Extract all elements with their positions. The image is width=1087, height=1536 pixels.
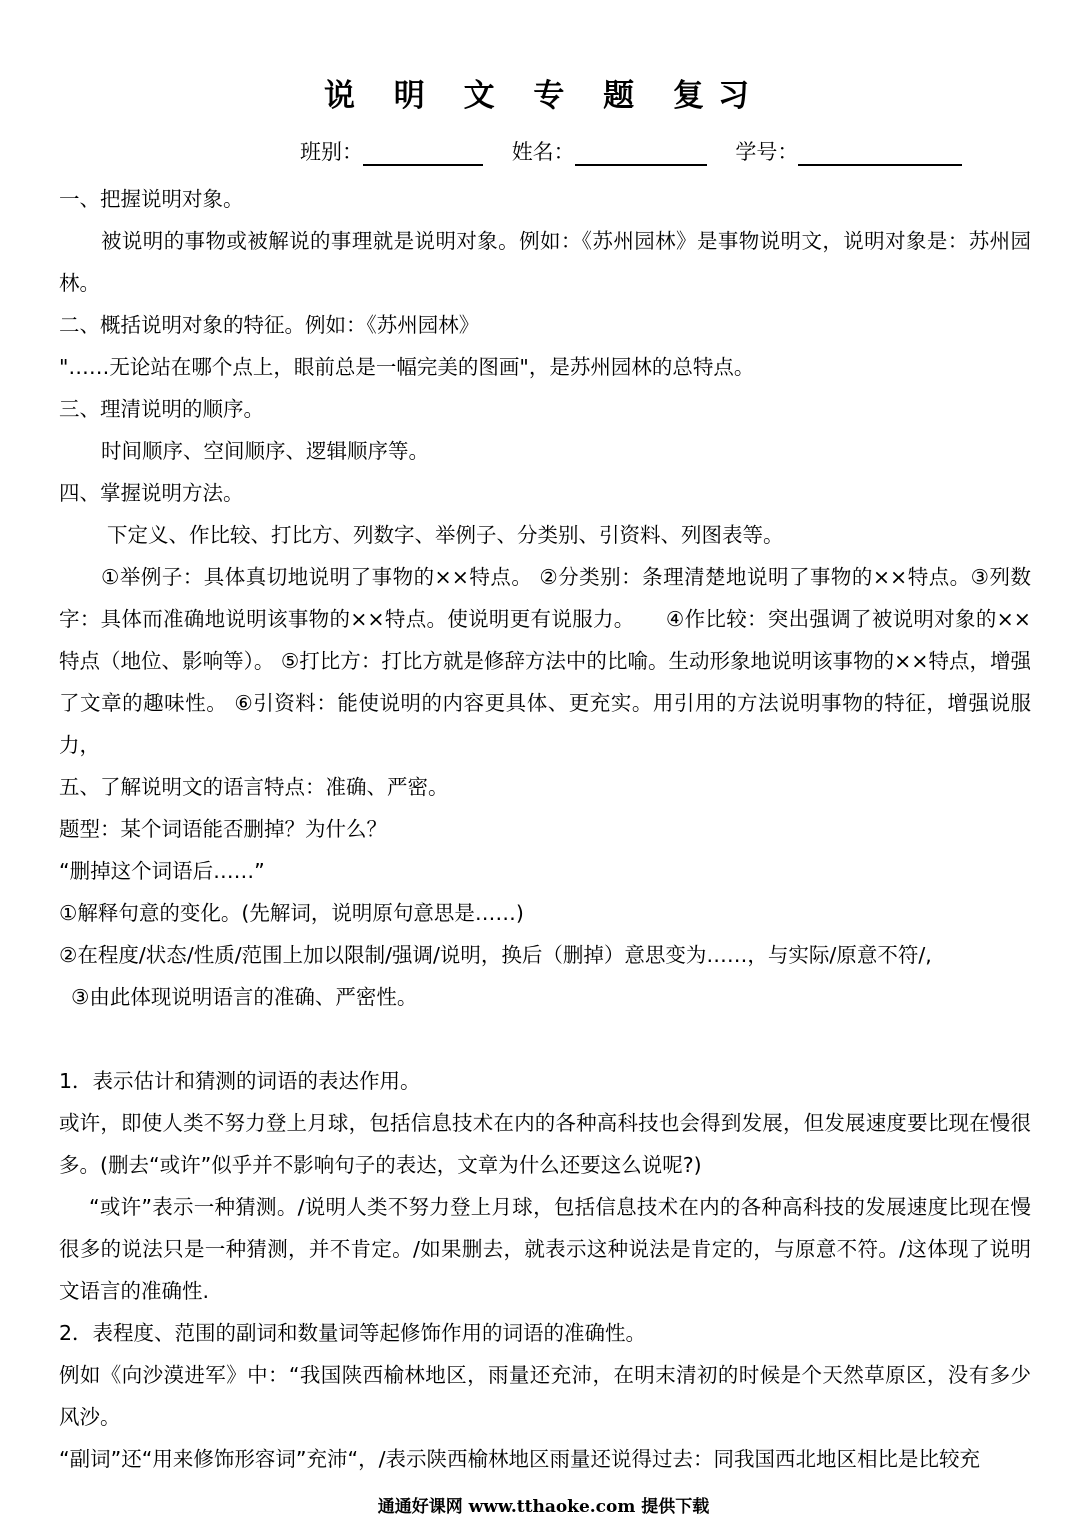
answer-paragraph: “或许”表示一种猜测。/说明人类不努力登上月球，包括信息技术在内的各种高科技的发展速度比现在慢很多的说法只是一种猜测，并不肯定。/如果删去，就表示这种说法是肯定的，与原意不符。/这体现了说明文语言的准确性. xyxy=(59,1195,1031,1303)
paragraph: ②在程度/状态/性质/范围上加以限制/强调/说明，换后（删掉）意思变为……，与实际/原意不符/, xyxy=(59,943,932,967)
paragraph: 被说明的事物或被解说的事理就是说明对象。例如：《苏州园林》是事物说明文，说明对象是：苏州园林。 xyxy=(59,229,1031,295)
class-label: 班别： xyxy=(300,140,363,164)
section-heading-3: 三、理清说明的顺序。 xyxy=(59,397,264,421)
subsection-heading-1: 1．表示估计和猜测的词语的表达作用。 xyxy=(59,1069,421,1093)
paragraph: “删掉这个词语后……” xyxy=(59,859,265,883)
example-sentence: 或许，即使人类不努力登上月球，包括信息技术在内的各种高科技也会得到发展，但发展速度要比现在慢很多。(删去“或许”似乎并不影响句子的表达，文章为什么还要这么说呢?) xyxy=(59,1111,1031,1177)
paragraph: "……无论站在哪个点上，眼前总是一幅完美的图画"，是苏州园林的总特点。 xyxy=(59,355,755,379)
section-heading-5: 五、了解说明文的语言特点：准确、严密。 xyxy=(59,775,449,799)
student-id-label: 学号： xyxy=(735,140,799,164)
spacer xyxy=(59,1018,1031,1060)
answer-paragraph: “副词”还“用来修饰形容词”充沛“，/表示陕西榆林地区雨量还说得过去：同我国西北地区相比是比较充 xyxy=(59,1447,981,1471)
section-heading-1: 一、把握说明对象。 xyxy=(59,187,244,211)
name-label: 姓名： xyxy=(511,140,575,164)
section-heading-2: 二、概括说明对象的特征。例如：《苏州园林》 xyxy=(59,313,480,337)
student-id-field[interactable] xyxy=(798,144,962,166)
paragraph: 时间顺序、空间顺序、逻辑顺序等。 xyxy=(101,439,429,463)
page-title: 说 明 文 专 题 复习 xyxy=(324,78,763,114)
paragraph: ①举例子：具体真切地说明了事物的××特点。 ②分类别：条理清楚地说明了事物的××特点。③列数字：具体而准确地说明该事物的××特点。使说明更有说服力。 ④作比较：突出强调了被说明对象的××特点（地位、影响等）。 ⑤打比方：打比方就是修辞方法中的比喻。生动形象地说明该事物的××特点，增强了文章的趣味性。 ⑥引资料：能使说明的内容更具体、更充实。用引用的方法说明事物的特征，增强说服力， xyxy=(59,565,1031,757)
page-footer: 通通好课网 www.tthaoke.com 提供下载 xyxy=(377,1497,710,1517)
student-info-row xyxy=(300,136,962,166)
document-body xyxy=(59,178,1031,1480)
class-field[interactable] xyxy=(363,144,483,166)
example-sentence: 例如《向沙漠进军》中：“我国陕西榆林地区，雨量还充沛，在明末清初的时候是个天然草原区，没有多少风沙。 xyxy=(59,1363,1031,1429)
subsection-heading-2: 2．表程度、范围的副词和数量词等起修饰作用的词语的准确性。 xyxy=(59,1321,647,1345)
name-field[interactable] xyxy=(575,144,707,166)
section-heading-4: 四、掌握说明方法。 xyxy=(59,481,244,505)
paragraph: ①解释句意的变化。(先解词，说明原句意思是……) xyxy=(59,901,524,925)
question-type: 题型：某个词语能否删掉？为什么？ xyxy=(59,817,387,841)
paragraph: ③由此体现说明语言的准确、严密性。 xyxy=(71,985,418,1009)
paragraph: 下定义、作比较、打比方、列数字、举例子、分类别、引资料、列图表等。 xyxy=(107,523,784,547)
